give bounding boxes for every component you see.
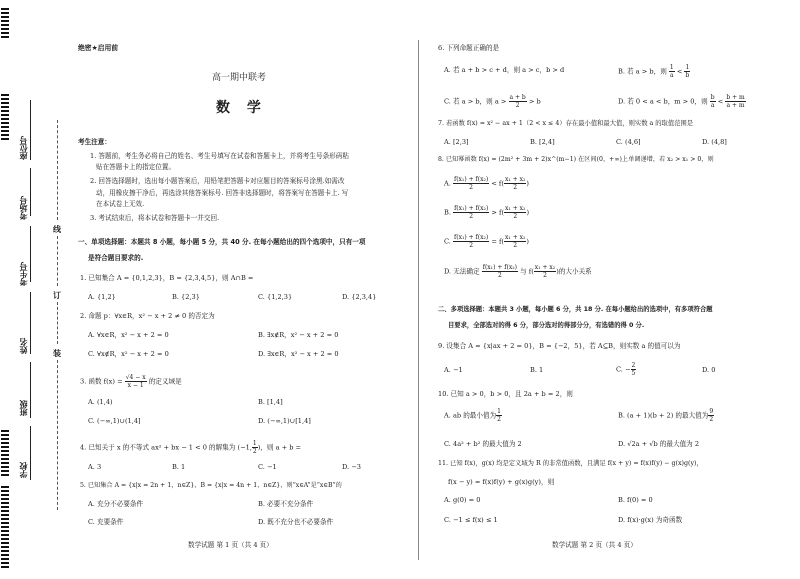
notice-line: 1. 答题前，考生务必将自己的姓名、考生号填写在试卷和答题卡上，并将考生号条形码粘: [90, 152, 349, 160]
section2-heading-cont: 目要求，全部选对的得 6 分，部分选对的得部分分，有选错的得 0 分.: [448, 322, 645, 329]
notice-line: 动，用橡皮擦干净后，再选涂其他答案标号. 回答非选择题时，将答案写在答题卡上. 写: [96, 189, 349, 197]
q9-option-d: D. 0: [702, 366, 716, 374]
barcode-upper: [1, 94, 9, 142]
class-line: [30, 362, 31, 418]
q3-option-b: B. [1,4]: [258, 398, 283, 406]
q11-stem-cont: f(x − y) = f(x)f(y) + g(x)g(y)，则: [448, 478, 555, 486]
footer-right: 数学试题 第 2 页（共 4 页）: [552, 541, 637, 549]
barcode-bottom: [1, 486, 9, 570]
q3-stem: 3. 函数 f(x) = $\frac{√4 - x}{x - 1}$ 的定义域是: [80, 374, 182, 389]
q4-stem: 4. 已知关于 x 的不等式 ax² + bx − 1 < 0 的解集为 (−1, $\frac{1}{2}$ )，则 a + b =: [80, 440, 302, 455]
q9-option-c: C. − $\frac{2}{5}$: [616, 362, 636, 377]
exam-room-label: 考场号: [19, 196, 28, 220]
q4-fraction: $\frac{1}{2}$: [252, 440, 257, 455]
q7-stem: 7. 若函数 f(x) = x² − ax + 1（2 < x ≤ 4）存在最小值和最大值，则实数 a 的取值范围是: [438, 120, 694, 127]
q10-option-b: B. (a + 1)(b + 2) 的最大值为 $\frac{9}{2}$: [618, 408, 714, 423]
q1-option-b: B. {2,3}: [172, 293, 200, 301]
notice-line: 贴在答题卡上的指定位置。: [96, 163, 176, 171]
exam-no-label: 考生号: [19, 262, 28, 286]
q7-option-b: B. [2,4]: [530, 138, 555, 146]
class-label: 班级: [19, 400, 28, 416]
q6-option-c: C. 若 a > b，则 a > $\frac{a + b}{2}$ > b: [444, 94, 541, 109]
q6-option-a: A. 若 a + b > c + d，则 a > c，b > d: [444, 66, 565, 74]
q5-option-b: B. 必要不充分条件: [258, 500, 314, 508]
q5-option-d: D. 既不充分也不必要条件: [258, 518, 334, 526]
confidential-mark: 绝密★启用前: [78, 44, 119, 52]
cut-dash-4: [57, 360, 58, 510]
q3-option-d: D. (−∞,1)∪[1,4]: [258, 417, 311, 425]
q1-option-d: D. {2,3,4}: [342, 293, 377, 301]
q2-option-a: A. ∀x∈R，x² − x + 2 = 0: [88, 331, 169, 339]
cut-zhuang-char: 装: [53, 349, 61, 358]
q2-option-d: D. ∃x∈R，x² − x + 2 = 0: [258, 350, 339, 358]
q1-stem: 1. 已知集合 A = {0,1,2,3}，B = {2,3,4,5}，则 A∩B =: [80, 274, 254, 282]
cut-dash-1: [57, 120, 58, 220]
notice-title: 考生注意：: [78, 138, 111, 146]
exam-title: 高一期中联考: [212, 73, 267, 83]
q2-stem: 2. 命题 p：∀x∈R，x² − x + 2 ≠ 0 的否定为: [80, 312, 215, 320]
barcode-lower: [1, 430, 9, 478]
school-line: [30, 426, 31, 480]
q10-stem: 10. 已知 a > 0，b > 0，且 2a + b = 2，则: [438, 390, 573, 398]
q11-option-b: B. f(0) = 0: [618, 496, 653, 504]
section1-heading: 一、单项选择题：本题共 8 小题，每小题 5 分，共 40 分. 在每小题给出的四个选项中，只有一项: [78, 238, 366, 246]
q8-option-d: D. 无法确定 $\frac{\text{f(x₁) + f(x₂)}}{2}$ 与 f( $\frac{\text{x₁ + x₂}}{2}$ )的大小关系: [444, 264, 592, 279]
q3-fraction: $\frac{√4 - x}{x - 1}$: [125, 374, 146, 389]
q3-option-a: A. (1,4): [88, 398, 113, 406]
q9-option-b: B. 1: [530, 366, 544, 374]
name-line: [30, 292, 31, 354]
exam-no-line: [30, 226, 31, 282]
q7-option-d: D. (4,8]: [702, 138, 727, 146]
q6-option-b: B. 若 a > b，则 $\frac{1}{a}$ < $\frac{1}{b}$: [618, 64, 690, 79]
seat-label: 座位号: [19, 136, 28, 160]
q8-option-a: A. $\frac{\text{f(x₁) + f(x₂)}}{2}$ < f( $\frac{\text{x₁ + x₂}}{2}$ ): [444, 176, 529, 191]
barcode-top: [1, 8, 9, 40]
q10-option-d: D. √2a + √b 的最大值为 2: [618, 440, 700, 448]
section1-heading-cont: 是符合题目要求的.: [88, 254, 144, 262]
cut-line-char: 线: [53, 225, 61, 234]
q1-option-a: A. {1,2}: [88, 293, 116, 301]
cut-dash-2: [57, 236, 58, 286]
footer-left: 数学试题 第 1 页（共 4 页）: [188, 541, 273, 549]
q7-option-c: C. (4,6]: [616, 138, 641, 146]
q4-option-b: B. 1: [172, 463, 186, 471]
binding-strip: [0, 0, 70, 579]
q9-stem: 9. 设集合 A = {x|ax + 2 = 0}，B = {−2，5}，若 A⊆B，则实数 a 的值可以为: [438, 342, 681, 350]
q10-option-c: C. 4a² + b² 的最大值为 2: [444, 440, 522, 448]
q7-option-a: A. [2,3]: [444, 138, 469, 146]
page-divider: [418, 40, 419, 560]
q8-option-b: B. $\frac{\text{f(x₁) + f(x₂)}}{2}$ > f( $\frac{\text{x₁ + x₂}}{2}$ ): [444, 205, 530, 220]
q11-option-c: C. −1 ≤ f(x) ≤ 1: [444, 516, 498, 524]
q1-option-c: C. {1,2,3}: [258, 293, 293, 301]
q4-option-a: A. 3: [88, 463, 102, 471]
q8-option-c: C. $\frac{\text{f(x₁) + f(x₂)}}{2}$ = f( $\frac{\text{x₁ + x₂}}{2}$ ): [444, 234, 529, 249]
school-label: 学校: [19, 462, 28, 478]
q5-option-c: C. 充要条件: [88, 518, 124, 526]
section2-heading: 二、多项选择题：本题共 3 小题，每小题 6 分，共 18 分. 在每小题给出的选项中，有多项符合题: [438, 306, 713, 313]
seat-line: [30, 100, 31, 160]
q4-option-c: C. −1: [258, 463, 277, 471]
exam-room-line: [30, 168, 31, 216]
notice-line: 在本试卷上无效.: [96, 200, 145, 208]
q5-stem: 5. 已知集合 A = {x|x = 2n + 1，n∈Z}，B = {x|x = 4n + 1，n∈Z}，则“x∈A”是“x∈B”的: [80, 482, 342, 489]
q8-stem: 8. 已知幂函数 f(x) = (2m² + 3m + 2)x^(m−1) 在区间(0，+∞)上单调递增，若 x₂ > x₁ > 0，则: [438, 156, 714, 163]
q11-option-a: A. g(0) = 0: [444, 496, 481, 504]
notice-line: 3. 考试结束后，将本试卷和答题卡一并交回.: [90, 214, 220, 222]
q6-stem: 6. 下列命题正确的是: [438, 44, 500, 52]
cut-ding-char: 订: [53, 291, 61, 300]
q2-option-b: B. ∃x∉R，x² − x + 2 = 0: [258, 331, 339, 339]
cut-dash-3: [57, 302, 58, 344]
q11-option-d: D. f(x)·g(x) 为奇函数: [618, 516, 683, 524]
subject-title: 数 学: [216, 100, 267, 116]
q11-stem: 11. 已知 f(x)，g(x) 均是定义域为 R 的非常值函数，且满足 f(x + y) = f(x)f(y) − g(x)g(y)，: [438, 460, 703, 467]
q2-option-c: C. ∀x∉R，x² − x + 2 = 0: [88, 350, 169, 358]
q6-option-d: D. 若 0 < a < b，m > 0，则 $\frac{b}{a}$ < $\frac{b + m}{a + m}$: [618, 94, 745, 109]
q3-option-c: C. (−∞,1)∪(1,4]: [88, 417, 141, 425]
notice-line: 2. 回答选择题时，选出每小题答案后，用铅笔把答题卡对应题目的答案标号涂黑.如需改: [90, 177, 345, 185]
q5-option-a: A. 充分不必要条件: [88, 500, 144, 508]
name-label: 姓名: [19, 338, 28, 354]
q10-option-a: A. ab 的最小值为 $\frac{1}{2}$: [444, 408, 501, 423]
q4-option-d: D. −3: [342, 463, 361, 471]
q9-option-a: A. −1: [444, 366, 463, 374]
